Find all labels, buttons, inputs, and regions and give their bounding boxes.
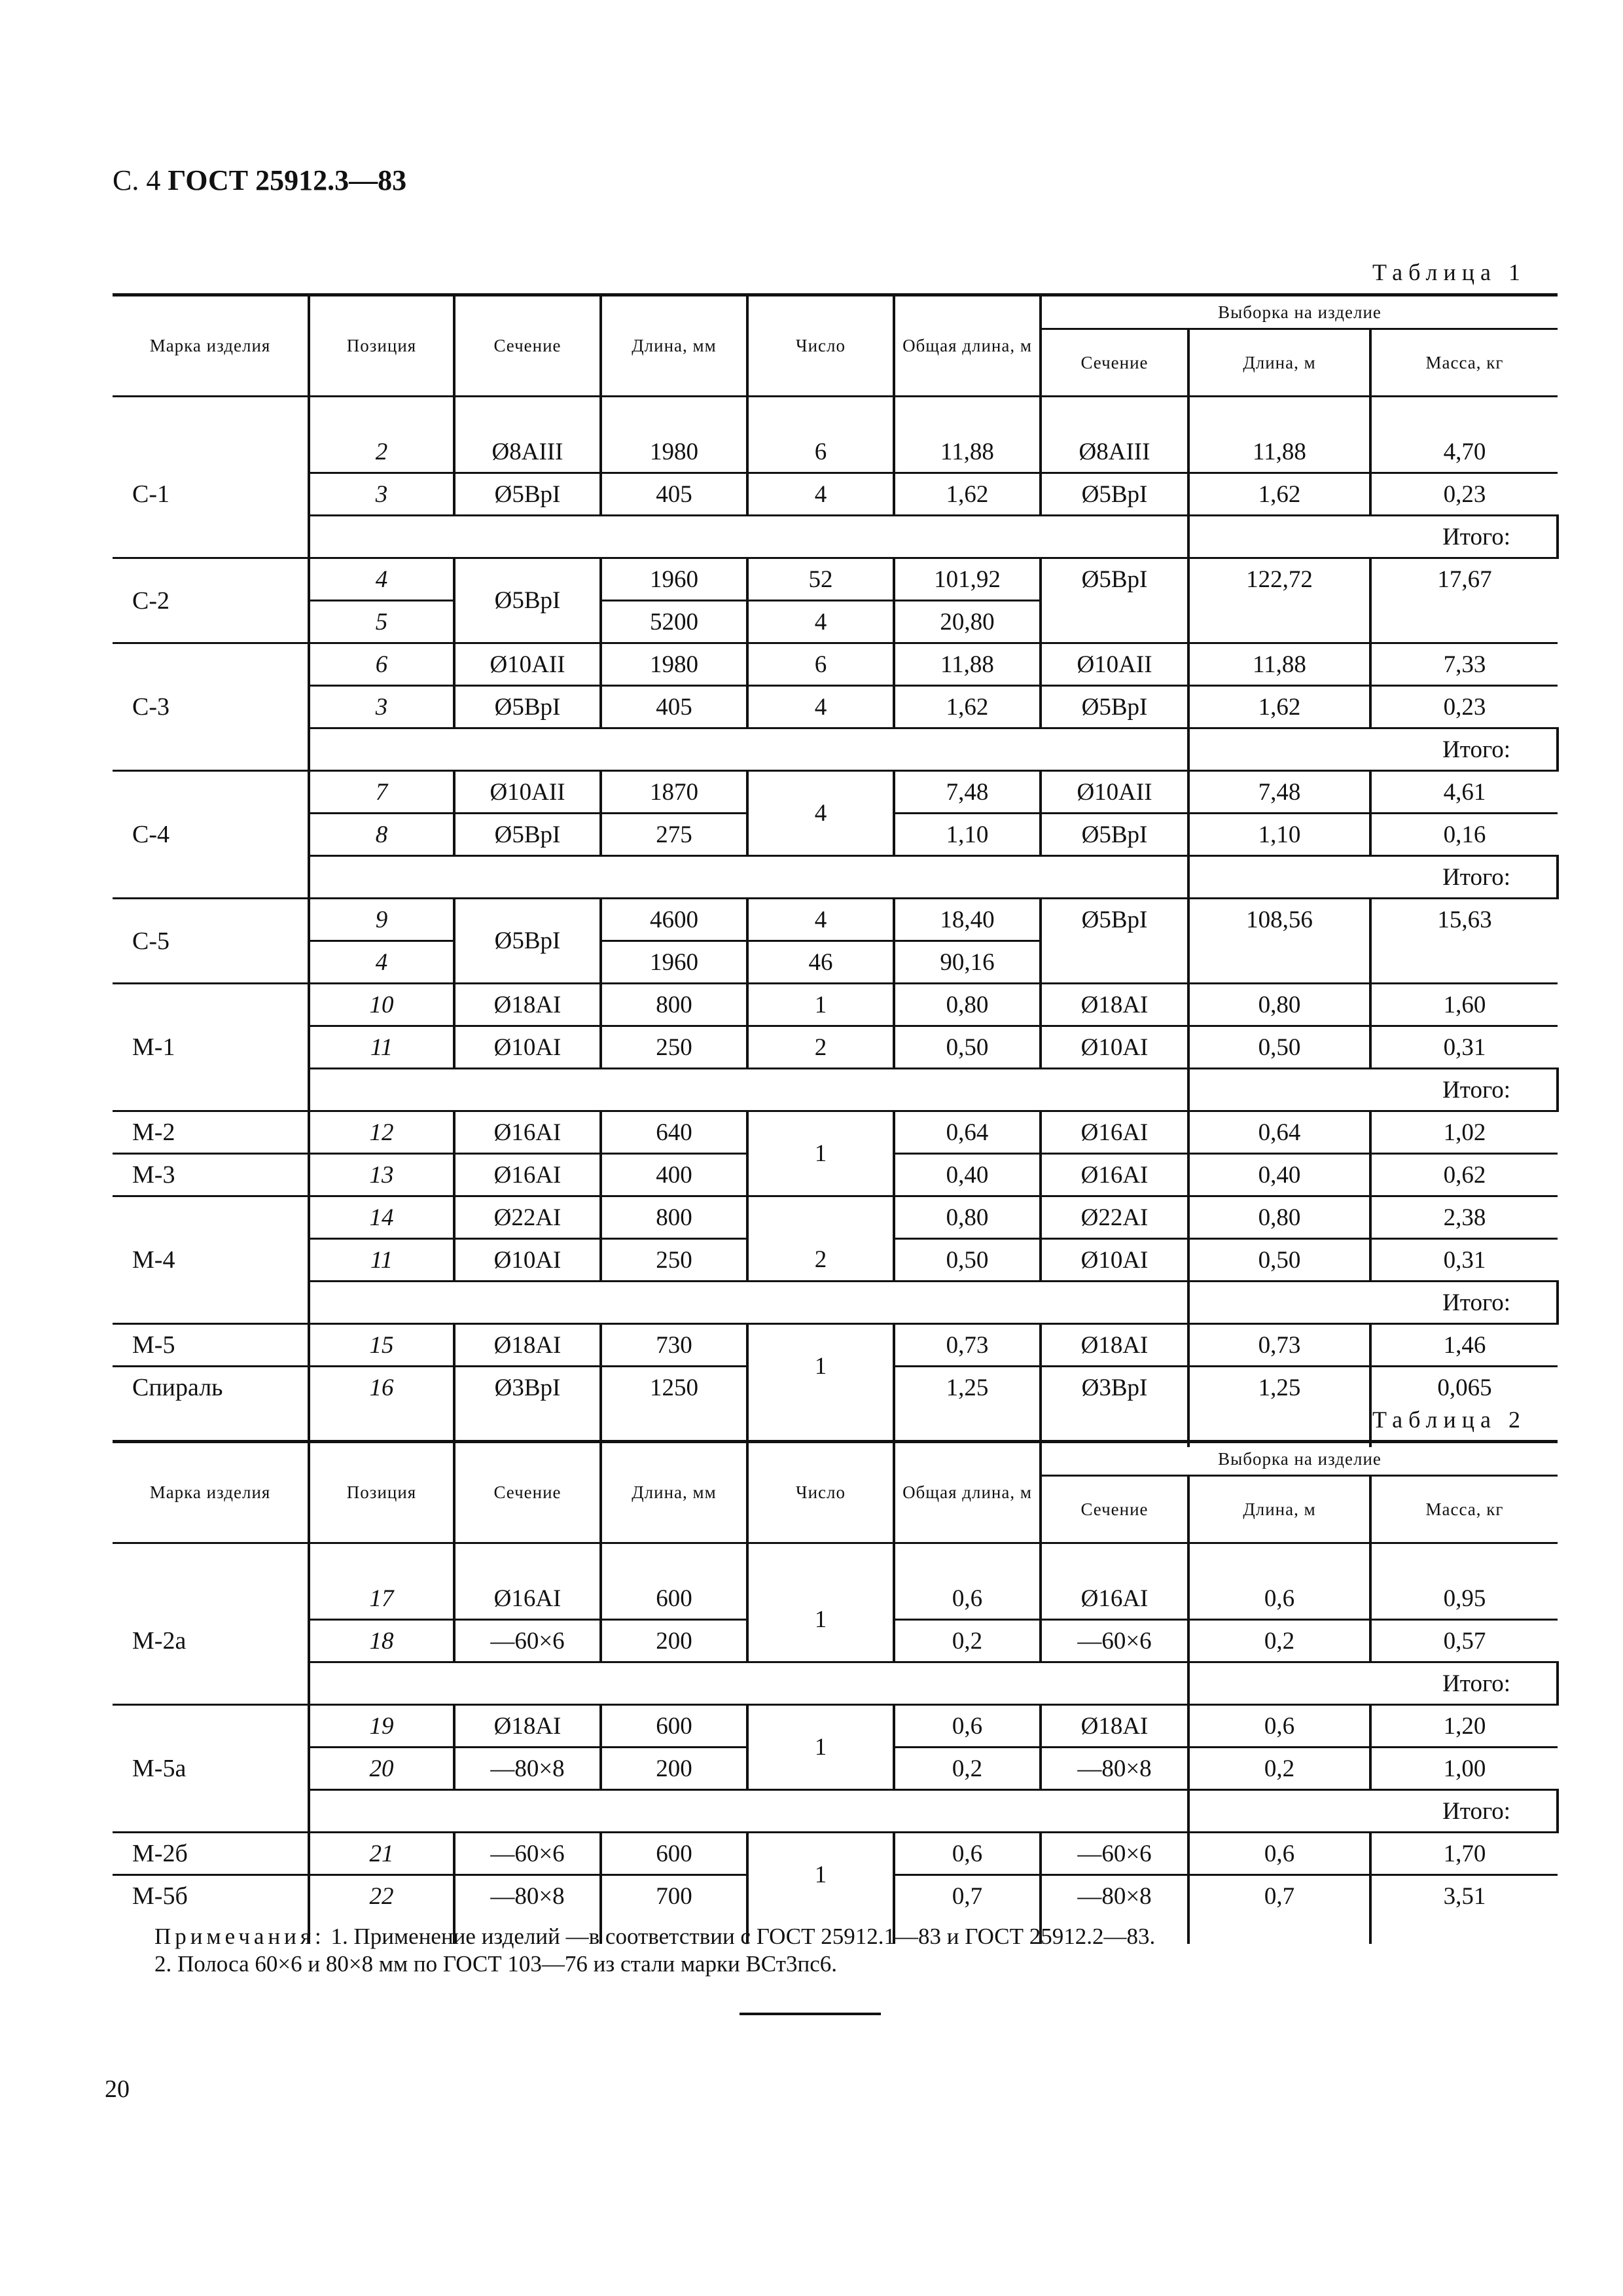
spacer-cell [894,397,1041,432]
sel-mass-cell: 4,61 [1370,771,1558,814]
sel-mass-cell: 0,23 [1370,686,1558,728]
total-length-cell: 1,10 [894,814,1041,856]
section-cell: Ø10AI [454,1026,601,1069]
sel-section-cell: Ø5BpI [1041,473,1188,516]
table-row [113,941,1558,984]
total-length-cell: 7,48 [894,771,1041,814]
length-cell: 1980 [601,431,747,473]
mark-cell: М-4 [113,1196,309,1324]
length-cell: 200 [601,1620,747,1662]
total-row [113,1790,1558,1833]
spacer-cell [1188,1916,1370,1944]
length-cell: 800 [601,984,747,1026]
sel-section-cell: —60×6 [1041,1620,1188,1662]
count-cell: 2 [747,1239,894,1282]
total-label: Итого: [1188,1069,1558,1111]
note-2: 2. Полоса 60×6 и 80×8 мм по ГОСТ 103—76 из стали марки ВСт3пс6. [154,1951,837,1977]
sel-section-cell: Ø5BpI [1041,814,1188,856]
length-cell: 1980 [601,643,747,686]
position-cell: 13 [309,1154,454,1196]
sel-length-cell: 0,6 [1188,1578,1370,1620]
mark-cell: М-2 [113,1111,309,1154]
position-cell: 22 [309,1875,454,1917]
table2 [113,1440,1558,1944]
sel-section-cell: —60×6 [1041,1833,1188,1875]
length-cell: 600 [601,1578,747,1620]
total-length-cell: 0,6 [894,1705,1041,1748]
section-cell: —60×6 [454,1833,601,1875]
table-row [113,1196,1558,1239]
col-section: Сечение [454,295,601,397]
mark-cell: С-4 [113,771,309,899]
spacer-cell [894,1543,1041,1579]
length-cell: 600 [601,1705,747,1748]
section-cell: —60×6 [454,1620,601,1662]
sel-length-cell [1188,941,1370,984]
note-1: 1. Применение изделий —в соответствии с ГОСТ 25912.1—83 и ГОСТ 25912.2—83. [330,1924,1156,1949]
total-label: Итого: [1188,516,1558,558]
spacer-cell [1041,397,1188,432]
mark-cell: М-5 [113,1324,309,1367]
section-cell: Ø18AI [454,984,601,1026]
sel-length-cell: 7,48 [1188,771,1370,814]
position-cell: 19 [309,1705,454,1748]
total-length-cell: 1,62 [894,473,1041,516]
count-cell: 4 [747,899,894,941]
sel-mass-cell: 0,065 [1370,1367,1558,1408]
sel-length-cell: 11,88 [1188,643,1370,686]
total-label: Итого: [1188,728,1558,771]
section-cell: Ø16AI [454,1578,601,1620]
count-cell: 1 [747,1705,894,1790]
total-length-cell: 101,92 [894,558,1041,601]
total-spacer [309,516,1188,558]
section-cell: Ø10AII [454,643,601,686]
total-length-cell: 0,2 [894,1620,1041,1662]
col-section: Сечение [454,1442,601,1543]
sel-mass-cell: 1,20 [1370,1705,1558,1748]
position-cell: 21 [309,1833,454,1875]
sel-section-cell: Ø18AI [1041,1324,1188,1367]
spacer-cell [1041,1543,1188,1579]
total-length-cell: 0,40 [894,1154,1041,1196]
section-cell: Ø5BpI [454,814,601,856]
section-cell: —80×8 [454,1748,601,1790]
spacer-row [113,397,1558,432]
position-cell: 3 [309,686,454,728]
sel-section-cell: —80×8 [1041,1748,1188,1790]
total-spacer [309,856,1188,899]
mark-cell: М-5а [113,1705,309,1833]
sel-mass-cell [1370,601,1558,643]
col-count: Число [747,1442,894,1543]
position-cell: 4 [309,941,454,984]
position-cell: 12 [309,1111,454,1154]
mark-cell: Спираль [132,1374,223,1401]
spacer-cell [113,397,309,432]
col-selection: Выборка на изделие [1041,295,1558,329]
table1-caption: Таблица 1 [1372,259,1526,285]
table2-caption: Таблица 2 [1372,1407,1526,1433]
sel-section-cell: Ø10AII [1041,771,1188,814]
sel-length-cell: 0,80 [1188,984,1370,1026]
total-length-cell: 90,16 [894,941,1041,984]
length-cell: 400 [601,1154,747,1196]
section-cell: —80×8 [454,1875,601,1917]
col-sel-length: Длина, м [1188,329,1370,397]
section-cell: Ø5BpI [454,473,601,516]
sel-length-cell: 1,62 [1188,686,1370,728]
sel-mass-cell: 2,38 [1370,1196,1558,1239]
table-row [113,473,1558,516]
notes-heading: Примечания: [154,1924,325,1949]
mark-cell: С-5 [113,899,309,984]
total-row [113,1069,1558,1111]
mark-cell: М-3 [113,1154,309,1196]
total-label: Итого: [1188,1662,1558,1705]
total-spacer [309,1282,1188,1324]
section-cell: Ø5BpI [454,899,601,984]
section-cell: Ø8AIII [454,431,601,473]
spacer-cell [1188,397,1370,432]
sel-section-cell: Ø18AI [1041,1705,1188,1748]
sel-mass-cell: 3,51 [1370,1875,1558,1917]
sel-length-cell: 1,10 [1188,814,1370,856]
sel-mass-cell: 0,16 [1370,814,1558,856]
page-header [113,164,406,197]
position-cell: 4 [309,558,454,601]
header-row [113,295,1558,329]
count-cell: 4 [747,686,894,728]
count-cell: 1 [747,1111,894,1196]
spacer-cell [1370,1543,1558,1579]
total-length-cell: 0,2 [894,1748,1041,1790]
spacer-cell [747,397,894,432]
col-sel-section: Сечение [1041,329,1188,397]
sel-length-cell: 0,7 [1188,1875,1370,1917]
sel-length-cell: 0,6 [1188,1833,1370,1875]
position-cell: 16 [309,1367,454,1408]
col-sel-mass: Масса, кг [1370,329,1558,397]
count-cell: 52 [747,558,894,601]
spacer-cell [1188,1543,1370,1579]
table1 [113,293,1558,1447]
sel-section-cell: Ø5BpI [1041,558,1188,601]
table-row [113,686,1558,728]
table-row [113,1111,1558,1154]
position-cell: 20 [309,1748,454,1790]
sel-mass-cell: 4,70 [1370,431,1558,473]
spacer-row [113,1543,1558,1579]
spacer-cell [1370,1916,1558,1944]
count-cell: 1 [747,1578,894,1662]
table-row [113,1324,1558,1367]
table-row [113,1833,1558,1875]
position-cell: 11 [309,1026,454,1069]
total-length-cell: 0,80 [894,984,1041,1026]
col-position: Позиция [309,1442,454,1543]
sel-mass-cell: 0,95 [1370,1578,1558,1620]
position-cell: 18 [309,1620,454,1662]
section-cell: Ø10AI [454,1239,601,1282]
table-row [113,601,1558,643]
sel-section-cell: Ø3BpI [1041,1367,1188,1408]
sel-section-cell: Ø16AI [1041,1578,1188,1620]
col-selection: Выборка на изделие [1041,1442,1558,1476]
position-cell: 17 [309,1578,454,1620]
section-cell: Ø22AI [454,1196,601,1239]
mark-cell: М-2б [113,1833,309,1875]
mark-cell: С-1 [113,431,309,558]
sel-length-cell: 0,50 [1188,1239,1370,1282]
sel-mass-cell: 17,67 [1370,558,1558,601]
length-cell: 4600 [601,899,747,941]
length-cell: 405 [601,473,747,516]
sel-mass-cell: 15,63 [1370,899,1558,941]
header-row [113,1442,1558,1476]
page-prefix: С. 4 [113,164,161,196]
total-spacer [309,1069,1188,1111]
table-row [113,899,1558,941]
position-cell: 8 [309,814,454,856]
count-cell: 46 [747,941,894,984]
length-cell: 1960 [601,558,747,601]
length-cell: 405 [601,686,747,728]
total-row [113,856,1558,899]
sel-section-cell: Ø10AII [1041,643,1188,686]
sel-length-cell: 0,50 [1188,1026,1370,1069]
section-cell: Ø18AI [454,1324,601,1367]
mark-cell: М-5б [132,1882,188,1910]
table-row [113,984,1558,1026]
sel-mass-cell: 0,62 [1370,1154,1558,1196]
count-cell: 4 [747,771,894,856]
position-cell: 14 [309,1196,454,1239]
sel-section-cell: Ø10AI [1041,1239,1188,1282]
total-spacer [309,1790,1188,1833]
length-cell: 1960 [601,941,747,984]
sel-section-cell: —80×8 [1041,1875,1188,1917]
length-cell: 800 [601,1196,747,1239]
section-cell: Ø18AI [454,1705,601,1748]
position-cell: 15 [309,1324,454,1367]
gost-code: ГОСТ 25912.3—83 [168,164,407,196]
sel-section-cell [1041,601,1188,643]
length-cell: 250 [601,1239,747,1282]
sel-length-cell: 108,56 [1188,899,1370,941]
sel-section-cell [1041,941,1188,984]
sel-section-cell: Ø18AI [1041,984,1188,1026]
sel-length-cell: 1,25 [1188,1367,1370,1408]
count-cell: 6 [747,431,894,473]
sel-length-cell: 0,73 [1188,1324,1370,1367]
table-row [113,643,1558,686]
sel-length-cell: 0,40 [1188,1154,1370,1196]
col-mark: Марка изделия [113,295,309,397]
length-cell: 730 [601,1324,747,1367]
sel-length-cell: 0,2 [1188,1620,1370,1662]
sel-mass-cell [1370,941,1558,984]
sel-mass-cell: 1,70 [1370,1833,1558,1875]
col-length-mm: Длина, мм [601,295,747,397]
count-cell: 1 [747,1324,894,1408]
total-label: Итого: [1188,1282,1558,1324]
sel-section-cell: Ø5BpI [1041,686,1188,728]
length-cell: 640 [601,1111,747,1154]
section-cell: Ø10AII [454,771,601,814]
sel-section-cell: Ø8AIII [1041,431,1188,473]
spacer-cell [601,397,747,432]
end-rule [740,2013,881,2015]
total-row [113,728,1558,771]
total-length-cell: 0,6 [894,1833,1041,1875]
length-cell: 250 [601,1026,747,1069]
sel-length-cell: 0,2 [1188,1748,1370,1790]
total-label: Итого: [1188,1790,1558,1833]
section-cell: Ø5BpI [454,558,601,643]
length-cell: 200 [601,1748,747,1790]
position-cell: 10 [309,984,454,1026]
mark-cell: С-2 [113,558,309,643]
total-row [113,1662,1558,1705]
total-length-cell: 0,73 [894,1324,1041,1367]
total-length-cell: 1,25 [894,1367,1041,1408]
sel-length-cell [1188,601,1370,643]
spacer-cell [1370,397,1558,432]
sel-section-cell: Ø16AI [1041,1111,1188,1154]
sel-length-cell: 11,88 [1188,431,1370,473]
length-cell: 275 [601,814,747,856]
total-length-cell: 0,7 [894,1875,1041,1917]
total-row [113,1282,1558,1324]
col-sel-section: Сечение [1041,1476,1188,1543]
spacer-cell [309,1543,454,1579]
count-cell: 1 [747,1833,894,1917]
section-cell: Ø3BpI [454,1367,601,1408]
total-length-cell: 11,88 [894,431,1041,473]
position-cell: 3 [309,473,454,516]
position-cell: 7 [309,771,454,814]
position-cell: 11 [309,1239,454,1282]
count-cell: 2 [747,1026,894,1069]
total-spacer [309,1662,1188,1705]
table-row [113,1239,1558,1282]
total-row [113,516,1558,558]
position-cell: 9 [309,899,454,941]
table-row [113,771,1558,814]
col-sel-mass: Масса, кг [1370,1476,1558,1543]
col-length-mm: Длина, мм [601,1442,747,1543]
sel-length-cell: 122,72 [1188,558,1370,601]
sel-mass-cell: 1,02 [1370,1111,1558,1154]
total-spacer [309,728,1188,771]
sel-mass-cell: 0,31 [1370,1026,1558,1069]
count-cell [747,1196,894,1239]
length-cell: 1870 [601,771,747,814]
sel-mass-cell: 0,57 [1370,1620,1558,1662]
section-cell: Ø5BpI [454,686,601,728]
sel-section-cell: Ø16AI [1041,1154,1188,1196]
col-total-length: Общая длина, м [894,1442,1041,1543]
mark-cell: М-1 [113,984,309,1111]
sel-length-cell: 1,62 [1188,473,1370,516]
length-cell: 600 [601,1833,747,1875]
table-row [113,558,1558,601]
sel-mass-cell: 1,00 [1370,1748,1558,1790]
sel-mass-cell: 1,60 [1370,984,1558,1026]
spacer-cell [454,397,601,432]
total-length-cell: 11,88 [894,643,1041,686]
col-mark: Марка изделия [113,1442,309,1543]
sel-mass-cell: 0,23 [1370,473,1558,516]
count-cell: 6 [747,643,894,686]
mark-cell: М-2а [113,1578,309,1705]
position-cell: 2 [309,431,454,473]
section-cell: Ø16AI [454,1154,601,1196]
table-row [113,431,1558,473]
sel-mass-cell: 1,46 [1370,1324,1558,1367]
position-cell: 6 [309,643,454,686]
total-length-cell: 0,50 [894,1026,1041,1069]
total-length-cell: 0,80 [894,1196,1041,1239]
section-cell: Ø16AI [454,1111,601,1154]
length-cell: 700 [601,1875,747,1917]
sel-section-cell: Ø10AI [1041,1026,1188,1069]
notes [154,1923,1155,1978]
col-count: Число [747,295,894,397]
mark-cell: С-3 [113,643,309,771]
sel-mass-cell: 0,31 [1370,1239,1558,1282]
table-row [113,1026,1558,1069]
sel-section-cell: Ø22AI [1041,1196,1188,1239]
sel-mass-cell: 7,33 [1370,643,1558,686]
total-length-cell: 20,80 [894,601,1041,643]
col-sel-length: Длина, м [1188,1476,1370,1543]
count-cell: 1 [747,984,894,1026]
spacer-cell [113,1543,309,1579]
total-length-cell: 0,64 [894,1111,1041,1154]
position-cell: 5 [309,601,454,643]
sel-length-cell: 0,64 [1188,1111,1370,1154]
table-row [113,1705,1558,1748]
spacer-cell [309,397,454,432]
total-length-cell: 1,62 [894,686,1041,728]
sel-length-cell: 0,6 [1188,1705,1370,1748]
spacer-cell [454,1543,601,1579]
length-cell: 5200 [601,601,747,643]
col-total-length: Общая длина, м [894,295,1041,397]
count-cell: 4 [747,473,894,516]
table-row [113,1578,1558,1620]
page-number: 20 [105,2075,130,2103]
col-position: Позиция [309,295,454,397]
spacer-cell [601,1543,747,1579]
total-length-cell: 0,6 [894,1578,1041,1620]
total-length-cell: 0,50 [894,1239,1041,1282]
total-label: Итого: [1188,856,1558,899]
total-length-cell: 18,40 [894,899,1041,941]
count-cell: 4 [747,601,894,643]
spacer-cell [747,1543,894,1579]
length-cell: 1250 [601,1367,747,1408]
sel-length-cell: 0,80 [1188,1196,1370,1239]
sel-section-cell: Ø5BpI [1041,899,1188,941]
